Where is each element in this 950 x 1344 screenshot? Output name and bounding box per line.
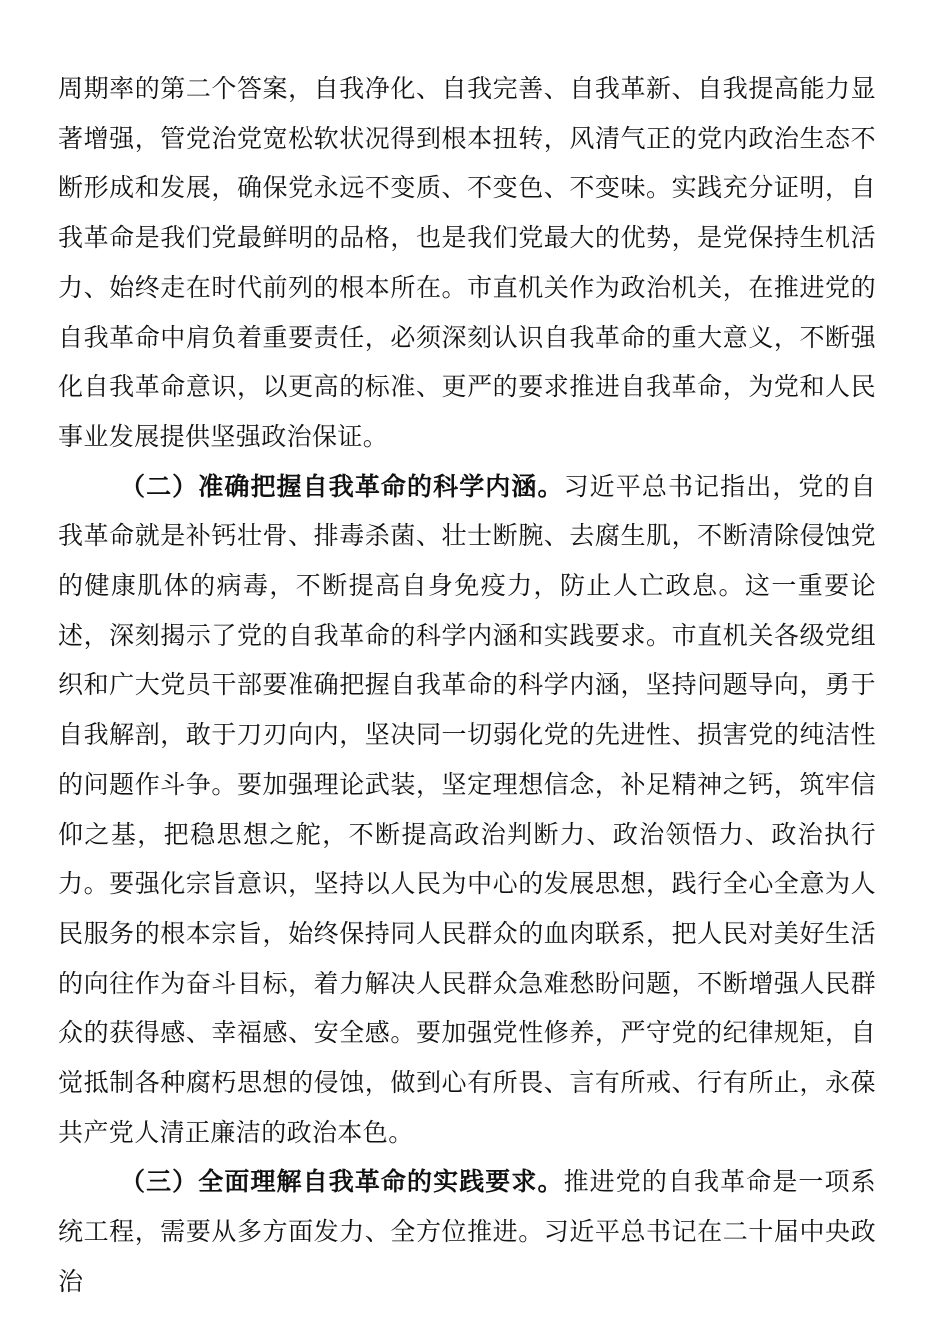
document-page [58,64,876,1307]
paragraph-text: 周期率的第二个答案，自我净化、自我完善、自我革新、自我提高能力显著增强，管党治党宽松软状况得到根本扭转，风清气正的党内政治生态不断形成和发展，确保党永远不变质、不变色、不变味。实践充分证明，自我革命是我们党最鲜明的品格，也是我们党最大的优势，是党保持生机活力、始终走在时代前列的根本所在。市直机关作为政治机关，在推进党的自我革命中肩负着重要责任，必须深刻认识自我革命的重大意义，不断强化自我革命意识，以更高的标准、更严的要求推进自我革命，为党和人民事业发展提供坚强政治保证。 [58,74,876,451]
paragraph-text: 推进党的自我革命是一项系统工程，需要从多方面发力、全方位推进。习近平总书记在二十届中央政治 [58,1167,876,1296]
paragraph-text: 习近平总书记指出，党的自我革命就是补钙壮骨、排毒杀菌、壮士断腕、去腐生肌，不断清除侵蚀党的健康肌体的病毒，不断提高自身免疫力，防止人亡政息。这一重要论述，深刻揭示了党的自我革命的科学内涵和实践要求。市直机关各级党组织和广大党员干部要准确把握自我革命的科学内涵，坚持问题导向，勇于自我解剖，敢于刀刃向内，坚决同一切弱化党的先进性、损害党的纯洁性的问题作斗争。要加强理论武装，坚定理想信念，补足精神之钙，筑牢信仰之基，把稳思想之舵，不断提高政治判断力、政治领悟力、政治执行力。要强化宗旨意识，坚持以人民为中心的发展思想，践行全心全意为人民服务的根本宗旨，始终保持同人民群众的血肉联系，把人民对美好生活的向往作为奋斗目标，着力解决人民群众急难愁盼问题，不断增强人民群众的获得感、幸福感、安全感。要加强党性修养，严守党的纪律规矩，自觉抵制各种腐朽思想的侵蚀，做到心有所畏、言有所戒、行有所止，永葆共产党人清正廉洁的政治本色。 [58,471,876,1147]
paragraph-section-two [58,462,876,1158]
section-heading: （二）准确把握自我革命的科学内涵。 [120,471,564,501]
section-heading: （三）全面理解自我革命的实践要求。 [120,1167,564,1197]
paragraph-section-three [58,1157,876,1306]
paragraph-continuation [58,64,876,462]
